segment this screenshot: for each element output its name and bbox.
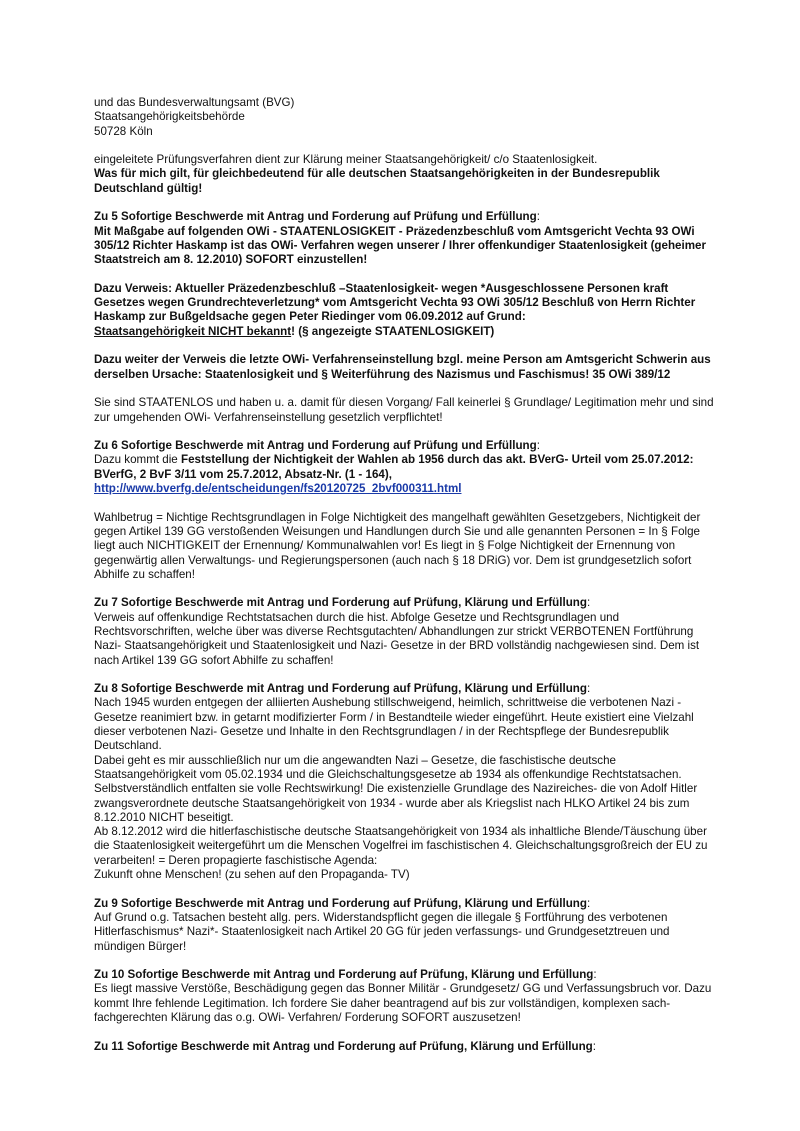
verweis-underlined: Staatsangehörigkeit NICHT bekannt	[94, 324, 292, 338]
section-heading: Zu 11 Sofortige Beschwerde mit Antrag und Forderung auf Prüfung, Klärung und Erfüllung	[94, 1039, 593, 1053]
heading-colon: :	[593, 968, 597, 982]
address-block	[94, 96, 716, 139]
wahlbetrug-paragraph: Wahlbetrug = Nichtige Rechtsgrundlagen in Folge Nichtigkeit des mangelhaft gewählten Gesetzgebers, Nichtigkeit der gegen Artikel 139 GG verstoßenden Weisungen und Handlungen durch Sie und alle genannten Personen = In § Folge liegt auch NICHTIGKEIT der Ernennung/ Kommunalwahlen vor! Es liegt in § Folge Nichtigkeit der Ernennung von gegenwärtig allen Verwaltungs- und Regierungspersonen (auch nach § 18 DRiG) vor. Dem ist grundgesetzlich sofort Abhilfe zu schaffen!	[94, 510, 701, 581]
section-8	[94, 682, 716, 882]
section-heading: Zu 6 Sofortige Beschwerde mit Antrag und Forderung auf Prüfung und Erfüllung	[94, 439, 537, 453]
section-5	[94, 210, 716, 267]
section-heading: Zu 9 Sofortige Beschwerde mit Antrag und Forderung auf Prüfung, Klärung und Erfüllung	[94, 896, 587, 910]
staatenlos-paragraph: Sie sind STAATENLOS und haben u. a. damit für diesen Vorgang/ Fall keinerlei § Grundlage/ Legitimation mehr und sind zur umgehenden OWi- Verfahrenseinstellung gesetzlich verpflichtet!	[94, 396, 714, 424]
section-11	[94, 1040, 716, 1054]
heading-colon: :	[586, 596, 591, 610]
citation: BVerfG, 2 BvF 3/11 vom 25.7.2012, Absatz-Nr. (1 - 164),	[94, 467, 392, 481]
intro-bold-text: Was für mich gilt, für gleichbedeutend für alle deutschen Staatsangehörigkeiten in der Bundesrepublik Deutschland gültig!	[94, 167, 660, 195]
verweis-paragraph-1	[94, 282, 716, 339]
section-8-p4: Zukunft ohne Menschen! (zu sehen auf den Propaganda- TV)	[94, 868, 410, 882]
section-heading: Zu 7 Sofortige Beschwerde mit Antrag und Forderung auf Prüfung, Klärung und Erfüllung	[94, 596, 587, 610]
intro-text: eingeleitete Prüfungsverfahren dient zur Klärung meiner Staatsangehörigkeit/ c/o Staatenlosigkeit.	[94, 153, 598, 167]
section-body: Verweis auf offenkundige Rechtstatsachen durch die hist. Abfolge Gesetze und Rechtsgrundlagen und Rechtsvorschriften, welche über was diverse Rechtsgutachten/ Abhandlungen zur strickt VERBOTENEN Fortführung Nazi- Staatsangehörigkeit und Staatenlosigkeit und Nazi- Gesetze in der BRD vollständig nachgewiesen sind. Dem ist nach Artikel 139 GG sofort Abhilfe zu schaffen!	[94, 610, 700, 667]
section-heading: Zu 5 Sofortige Beschwerde mit Antrag und Forderung auf Prüfung und Erfüllung	[94, 210, 537, 224]
intro-paragraph	[94, 153, 716, 196]
section-body: Es liegt massive Verstöße, Beschädigung gegen das Bonner Militär - Grundgesetz/ GG und Verfassungsbruch vor. Dazu kommt Ihre fehlende Legitimation. Ich fordere Sie daher beantragend auf bis zur vollständigen, komplexen sach- fachgerechten Klärung das o.g. OWi- Verfahren/ Forderung SOFORT auszusetzen!	[94, 982, 712, 1024]
heading-colon: :	[536, 439, 540, 453]
bverfg-link[interactable]: http://www.bverfg.de/entscheidungen/fs20120725_2bvf000311.html	[94, 482, 462, 496]
section-8-p1: Nach 1945 wurden entgegen der alliierten Aushebung stillschweigend, heimlich, schrittweise die verbotenen Nazi - Gesetze reanimiert bzw. in getarnt modifizierter Form / in Bestandteile wieder eingeführt. Heute existiert eine Vielzahl dieser verbotenen Nazi- Gesetze und Inhalte in den Rechtsgrundlagen / in der Rechtspflege der Bundesrepublik Deutschland.	[94, 696, 694, 753]
section-10	[94, 968, 716, 1025]
section-6-intro: Dazu kommt die	[94, 453, 181, 467]
heading-colon: :	[592, 1039, 596, 1053]
section-heading: Zu 10 Sofortige Beschwerde mit Antrag und Forderung auf Prüfung, Klärung und Erfüllung	[94, 968, 594, 982]
section-body: Mit Maßgabe auf folgenden OWi - STAATENLOSIGKEIT - Präzedenzbeschluß vom Amtsgericht Vechta 93 OWi 305/12 Richter Haskamp ist das OWi- Verfahren wegen unserer / Ihrer offenkundiger Staatenlosigkeit (geheimer Staatstreich am 8. 12.2010) SOFORT einzustellen!	[94, 224, 706, 267]
section-heading: Zu 8 Sofortige Beschwerde mit Antrag und Forderung auf Prüfung, Klärung und Erfüllung	[94, 682, 587, 696]
address-line: 50728 Köln	[94, 124, 153, 138]
section-9	[94, 897, 716, 954]
verweis-paragraph-2: Dazu weiter der Verweis die letzte OWi- Verfahrenseinstellung bzgl. meine Person am Amtsgericht Schwerin aus derselben Ursache: Staatenlosigkeit und § Weiterführung des Nazismus und Faschismus! 35 OWi 389/12	[94, 353, 711, 381]
section-6	[94, 439, 716, 496]
section-6-bold: Feststellung der Nichtigkeit der Wahlen ab 1956 durch das akt. BVerG- Urteil vom 25.07.2012:	[180, 453, 694, 467]
section-8-p2: Dabei geht es mir ausschließlich nur um die angewandten Nazi – Gesetze, die faschistische deutsche Staatsangehörigkeit vom 05.02.1934 und die Gleichschaltungsgesetze ab 1934 als offenkundige Rechtstatsachen. Selbstverständlich entfalten sie volle Rechtswirkung! Die existenzielle Grundlage des Nazireiches- die von Adolf Hitler zwangsverordnete deutsche Staatsangehörigkeit von 1934 - wurde aber als Kriegslist nach HLKO Artikel 24 bis zum 8.12.2010 NICHT beseitigt.	[94, 753, 698, 824]
address-line: Staatsangehörigkeitsbehörde	[94, 110, 245, 124]
section-7	[94, 596, 716, 667]
verweis-text: Dazu Verweis: Aktueller Präzedenzbeschluß –Staatenlosigkeit- wegen *Ausgeschlossene Personen kraft Gesetzes wegen Grundrechteverletzung* vom Amtsgericht Vechta 93 OWi 305/12 Beschluß von Herrn Richter Haskamp zur Bußgeldsache gegen Peter Riedinger vom 06.09.2012 auf Grund:	[94, 281, 696, 324]
section-8-p3: Ab 8.12.2012 wird die hitlerfaschistische deutsche Staatsangehörigkeit von 1934 als inhaltliche Blende/Täuschung über die Staatenlosigkeit weitergeführt um die Menschen Vogelfrei im faschistischen 4. Gleichschaltungsgroßreich der EU zu verarbeiten! = Deren propagierte faschistische Agenda:	[94, 825, 708, 867]
address-line: und das Bundesverwaltungsamt (BVG)	[94, 96, 295, 109]
heading-colon: :	[586, 896, 591, 910]
document-page	[94, 96, 716, 1068]
section-body: Auf Grund o.g. Tatsachen besteht allg. pers. Widerstandspflicht gegen die illegale § Fortführung des verbotenen Hitlerfaschismus* Nazi*- Staatenlosigkeit nach Artikel 20 GG für jeden verfassungs- und Grundgesetztreuen und mündigen Bürger!	[94, 910, 670, 953]
heading-colon: :	[536, 210, 540, 224]
verweis-tail: ! (§ angezeigte STAATENLOSIGKEIT)	[291, 324, 495, 338]
heading-colon: :	[586, 682, 591, 696]
